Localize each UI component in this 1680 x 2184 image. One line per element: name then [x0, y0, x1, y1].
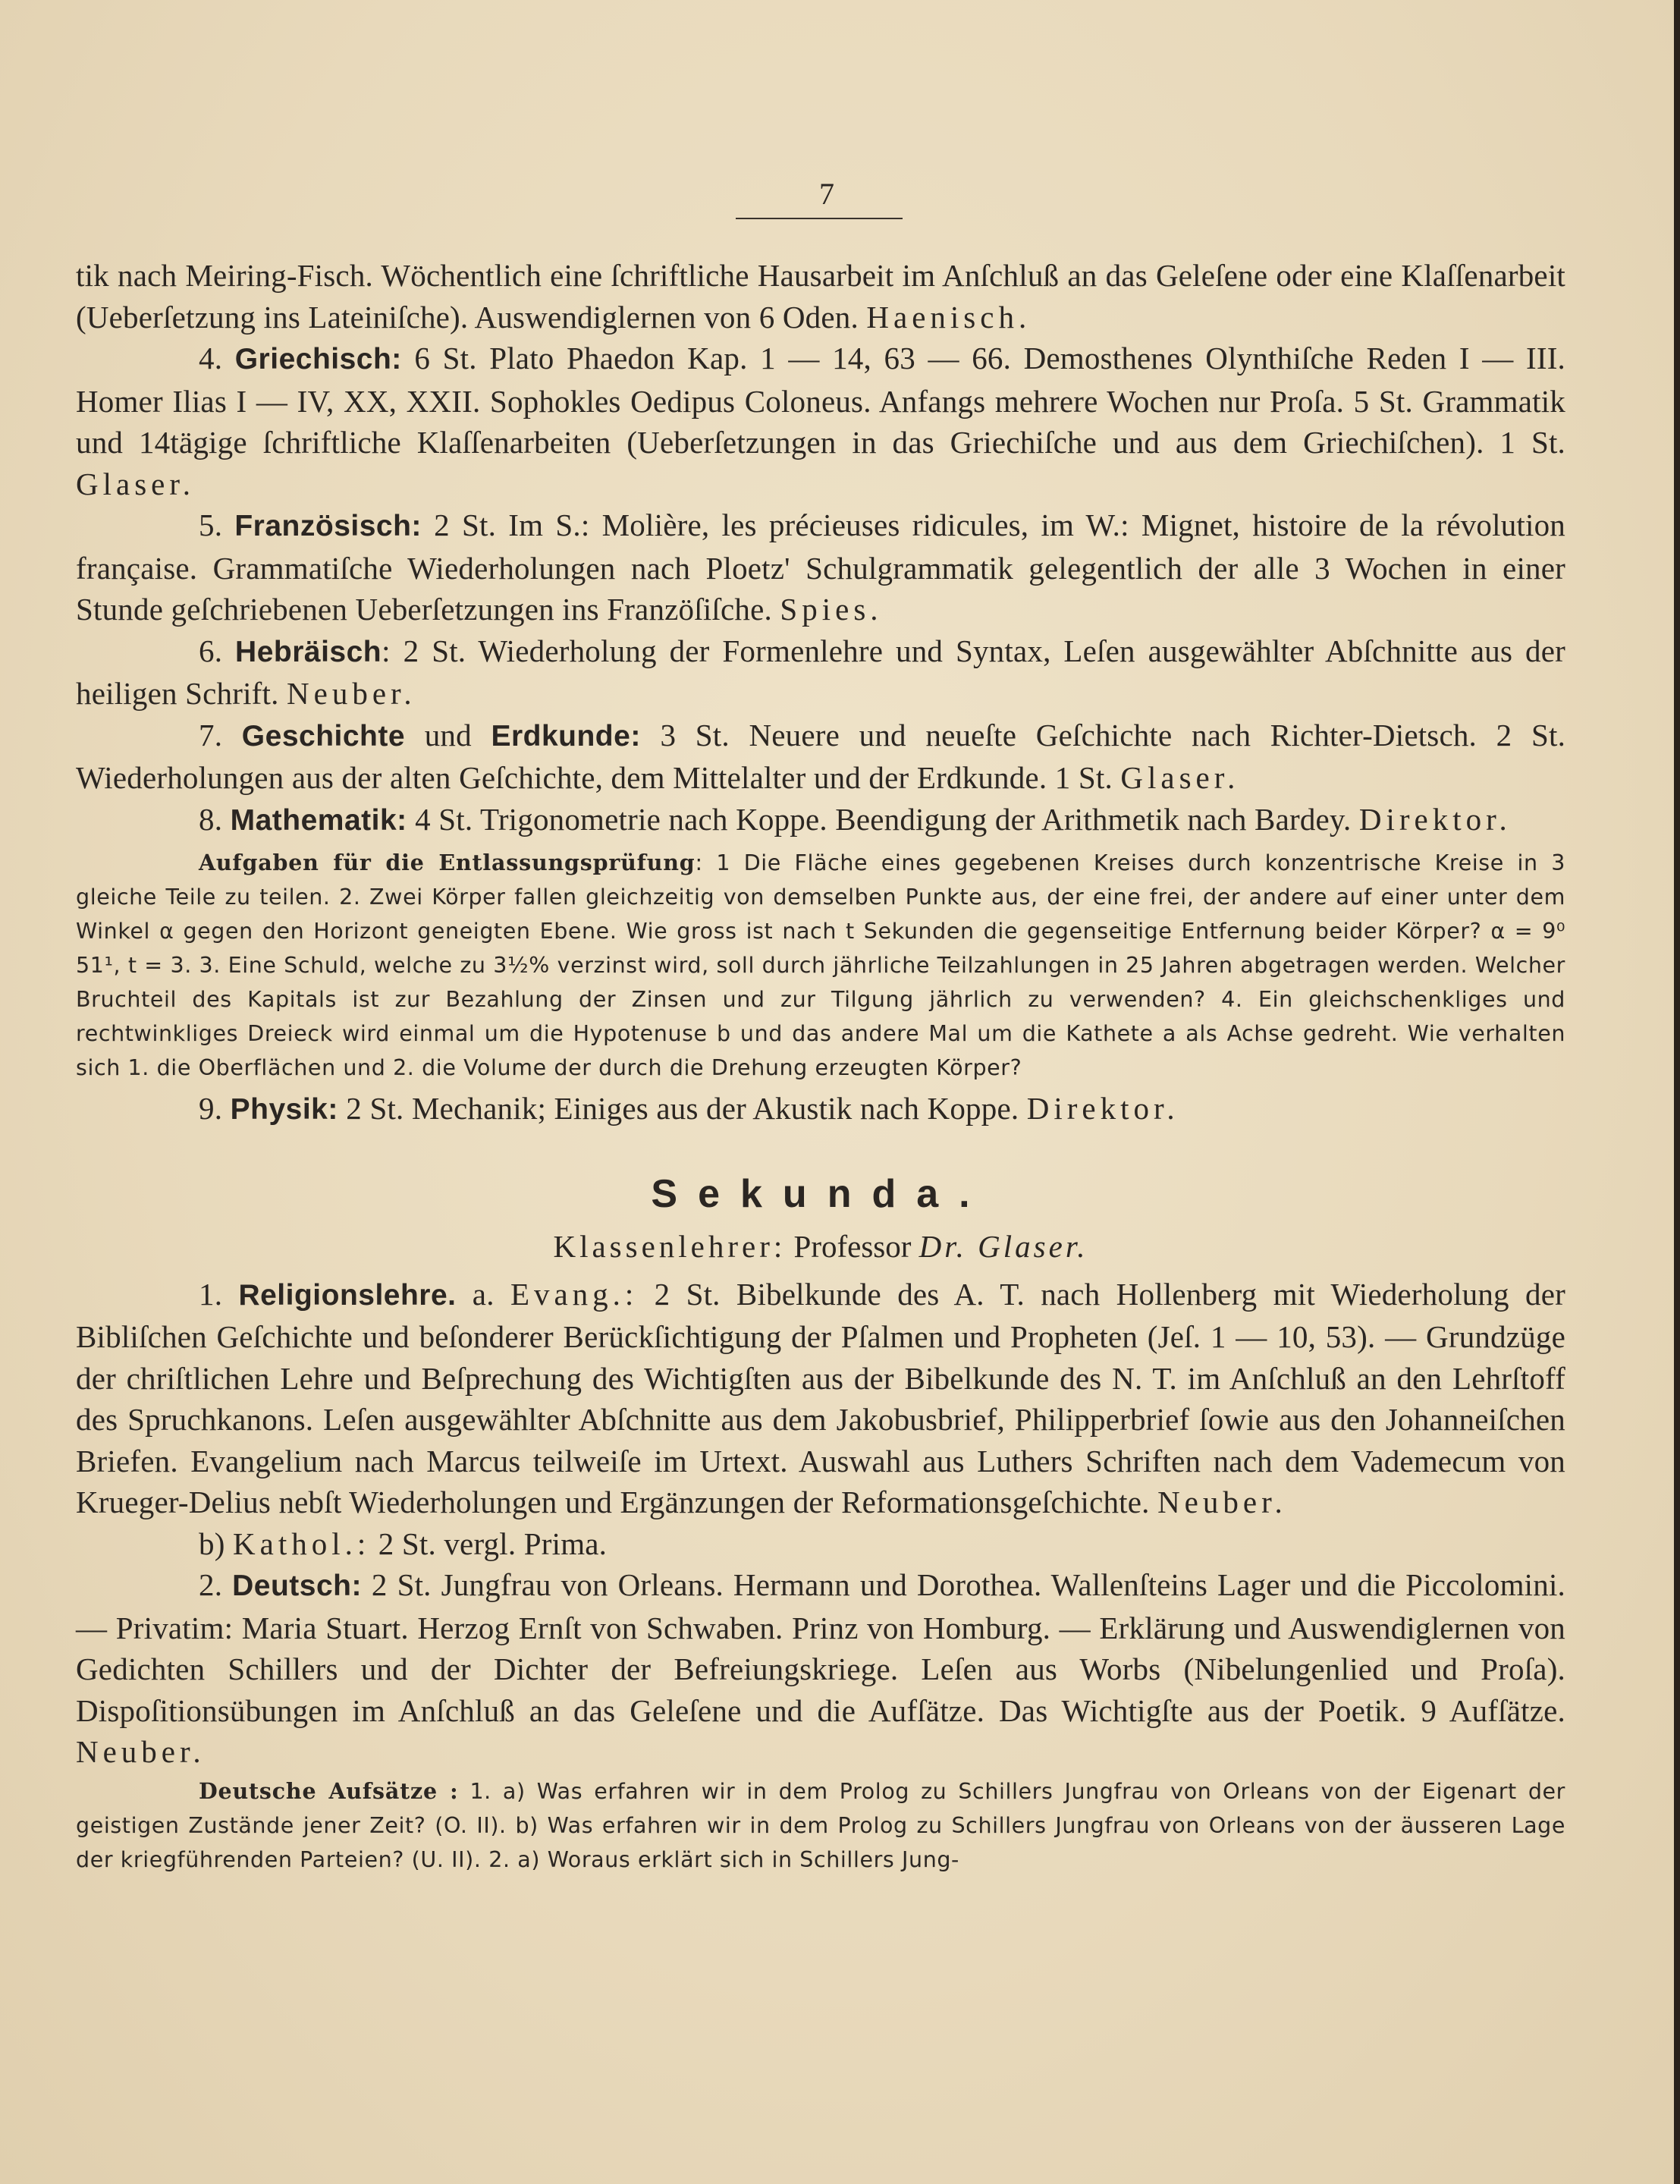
math-text: 4 St. Trigonometrie nach Koppe. Beendigung der Arithmetik nach Bardey.: [415, 801, 1352, 837]
german-number: 2.: [199, 1567, 223, 1602]
religion-paragraph: [76, 1274, 1565, 1523]
history-heading: Geschichte: [241, 719, 406, 753]
german-teacher: Neuber.: [76, 1734, 206, 1769]
german-heading: Deutsch:: [232, 1570, 362, 1602]
hebrew-teacher: Neuber.: [287, 676, 416, 711]
exam-tasks-heading: Aufgaben für die Entlassungsprüfung: [199, 850, 696, 875]
class-teacher-name: Dr. Glaser.: [919, 1228, 1088, 1264]
intro-teacher: Haenisch.: [866, 299, 1032, 335]
catholic-text: 2 St. vergl. Prima.: [378, 1526, 608, 1561]
german-paragraph: [76, 1564, 1565, 1773]
math-number: 8.: [199, 801, 223, 837]
math-teacher: Direktor.: [1358, 801, 1512, 837]
french-teacher: Spies.: [780, 592, 883, 627]
history-text: 3 St. Neuere und neueſte Geſchichte nach Richter-Dietsch. 2 St. Wiederholungen aus der alten Geſchichte, dem Mittelalter und der Erdkunde. 1 St.: [76, 717, 1566, 795]
scan-edge: [1674, 0, 1680, 2184]
religion-number: 1.: [199, 1276, 223, 1312]
history-number: 7.: [199, 717, 223, 753]
class-teacher-label: Klassenlehrer:: [553, 1228, 787, 1264]
religion-a: a.: [472, 1276, 495, 1312]
greek-paragraph: [76, 338, 1565, 504]
physics-heading: Physik:: [230, 1093, 338, 1126]
physics-number: 9.: [199, 1091, 223, 1126]
essays-heading: Deutsche Aufsätze :: [199, 1777, 459, 1804]
greek-teacher: Glaser.: [76, 466, 195, 501]
hebrew-heading: Hebräisch: [235, 635, 382, 668]
section-title: Sekunda.: [651, 1171, 991, 1216]
hebrew-number: 6.: [199, 633, 223, 668]
french-text: 2 St. Im S.: Molière, les précieuses ridicules, im W.: Mignet, histoire de la révolution française. Grammatiſche Wiederholungen nach Ploetz' Schulgrammatik gelegentlich der alle 3 Wochen in einer Stunde geſchriebenen Ueberſetzungen ins Franzöſiſche.: [76, 508, 1565, 627]
history-and: und: [424, 717, 472, 753]
class-teacher-rank: Professor: [793, 1228, 912, 1264]
catholic-label: Kathol.:: [233, 1526, 371, 1561]
religion-text: 2 St. Bibelkunde des A. T. nach Hollenberg mit Wiederholung der Bibliſchen Geſchichte und beſonderer Berückſichtigung der Pſalmen und Propheten (Jeſ. 1 — 10, 53). — Grundzüge der chriſtlichen Lehre und Beſprechung des Wichtigſten aus der Bibelkunde des N. T. im Anſchluß an den Lehrſtoff des Spruchkanons. Leſen ausgewählter Abſchnitte aus dem Jakobusbrief, Philipperbrief ſowie aus den Johanneiſchen Briefen. Evangelium nach Marcus teilweiſe im Urtext. Auswahl aus Luthers Schriften nach dem Vademecum von Krueger-Delius nebſt Wiederholungen und Ergänzungen der Reformationsgeſchichte.: [76, 1276, 1565, 1519]
french-number: 5.: [199, 508, 223, 542]
hebrew-paragraph: [76, 630, 1565, 715]
math-heading: Mathematik:: [230, 803, 407, 837]
french-heading: Französisch:: [234, 510, 422, 542]
religion-evang: Evang.:: [510, 1276, 639, 1312]
french-paragraph: [76, 504, 1565, 630]
catholic-b: b): [199, 1526, 225, 1561]
physics-text: 2 St. Mechanik; Einiges aus der Akustik nach Koppe.: [346, 1091, 1019, 1126]
exam-tasks-text: : 1 Die Fläche eines gegebenen Kreises durch konzentrische Kreise in 3 gleiche Teile zu teilen. 2. Zwei Körper fallen gleichzeitig von demselben Punkte aus, der eine frei, der andere auf einer unter dem Winkel α gegen den Horizont geneigten Ebene. Wie gross ist nach t Sekunden die gegenseitige Entfernung beider Körper? α = 9⁰ 51¹, t = 3. 3. Eine Schuld, welche zu 3½% verzinst wird, soll durch jährliche Teilzahlungen in 25 Jahren abgetragen werden. Welcher Bruchteil des Kapitals ist zur Bezahlung der Zinsen und zur Tilgung jährlich zu verwenden? 4. Ein gleichschenkliges und rechtwinkliges Dreieck wird einmal um die Hypotenuse b und das andere Mal um die Kathete a als Achse gedreht. Wie verhalten sich 1. die Oberflächen und 2. die Volume der durch die Drehung erzeugten Körper?: [76, 850, 1565, 1080]
essays-text: 1. a) Was erfahren wir in dem Prolog zu Schillers Jungfrau von Orleans von der Eigenart der geistigen Zustände jener Zeit? (O. II). b) Was erfahren wir in dem Prolog zu Schillers Jungfrau von Orleans von der äusseren Lage der kriegführenden Parteien? (U. II). 2. a) Woraus erklärt sich in Schillers Jung-: [76, 1778, 1565, 1872]
catholic-paragraph: [76, 1523, 1565, 1565]
exam-tasks-paragraph: [76, 846, 1565, 1085]
math-paragraph: [76, 799, 1565, 842]
essays-paragraph: [76, 1774, 1565, 1877]
hebrew-text: : 2 St. Wiederholung der Formenlehre und Syntax, Leſen ausgewählter Abſchnitte aus der heiligen Schrift.: [76, 633, 1565, 711]
page-number: 7: [819, 177, 834, 211]
physics-paragraph: [76, 1088, 1565, 1131]
physics-teacher: Direktor.: [1026, 1091, 1179, 1126]
religion-teacher: Neuber.: [1157, 1485, 1287, 1519]
german-text: 2 St. Jungfrau von Orleans. Hermann und Dorothea. Wallenſteins Lager und die Piccolomini. — Privatim: Maria Stuart. Herzog Ernſt von Schwaben. Prinz von Homburg. — Erklärung und Auswendiglernen von Gedichten Schillers und der Dichter der Befreiungskriege. Leſen aus Worbs (Nibelungenlied und Proſa). Dispoſitionsübungen im Anſchluß an das Geleſene und die Aufſätze. Das Wichtigſte aus der Poetik. 9 Aufſätze.: [76, 1567, 1565, 1728]
intro-paragraph: [76, 255, 1565, 338]
greek-text: 6 St. Plato Phaedon Kap. 1 — 14, 63 — 66. Demosthenes Olynthiſche Reden I — III. Homer Ilias I — IV, XX, XXII. Sophokles Oedipus Coloneus. Anfangs mehrere Wochen nur Proſa. 5 St. Grammatik und 14tägige ſchriftliche Klaſſenarbeiten (Ueberſetzungen in das Griechiſche und aus dem Griechiſchen). 1 St.: [76, 341, 1566, 460]
history-paragraph: [76, 715, 1565, 799]
history-teacher: Glaser.: [1120, 760, 1240, 795]
greek-heading: Griechisch:: [234, 343, 402, 376]
geography-heading: Erdkunde:: [491, 719, 641, 753]
class-teacher-line: [76, 1224, 1565, 1269]
intro-text: tik nach Meiring-Fisch. Wöchentlich eine ſchriftliche Hausarbeit im Anſchluß an das Geleſene oder eine Klaſſenarbeit (Ueberſetzung ins Lateiniſche). Auswendiglernen von 6 Oden.: [76, 258, 1565, 335]
greek-number: 4.: [199, 341, 223, 376]
page-content: [76, 255, 1565, 1877]
religion-heading: Religionslehre.: [238, 1278, 457, 1312]
page-number-rule: [736, 218, 903, 219]
